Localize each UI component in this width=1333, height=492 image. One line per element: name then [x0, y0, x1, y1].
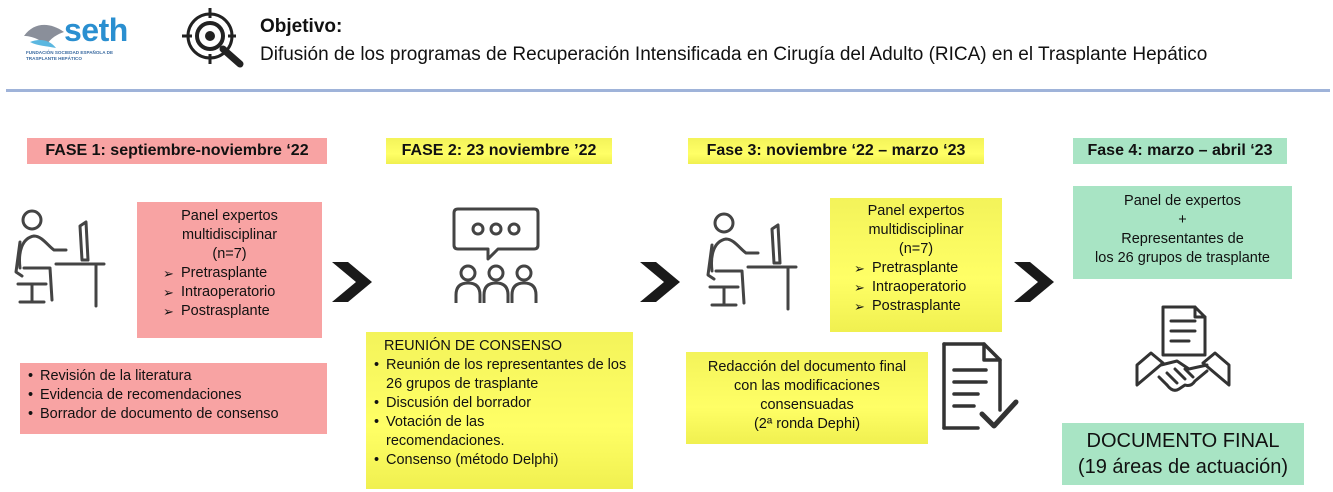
panel-item: ➢ Postrasplante	[852, 297, 1002, 316]
chevron-right-icon	[640, 262, 682, 302]
panel-title-line2: multidisciplinar	[868, 222, 964, 238]
chevron-right-icon	[332, 262, 374, 302]
phase4-panel	[1073, 186, 1292, 279]
task-item: • Evidencia de recomendaciones	[26, 386, 321, 405]
final-doc-line: Redacción del documento final	[707, 359, 907, 375]
phase3-expert-panel	[830, 198, 1002, 332]
chevron-right-icon	[1014, 262, 1056, 302]
person-at-computer-icon	[702, 205, 798, 313]
objective-label: Objetivo:	[260, 16, 343, 37]
panel-n: (n=7)	[212, 246, 247, 262]
panel-line: +	[1178, 212, 1187, 228]
phase1-title: FASE 1: septiembre-noviembre ‘22	[27, 138, 327, 164]
panel-title-line1: Panel expertos	[867, 203, 965, 219]
logo-wordmark: seth	[64, 12, 128, 48]
logo-subtext: FUNDACIÓN SOCIEDAD ESPAÑOLA DE TRASPLANTE HEPÁTICO	[26, 50, 114, 61]
panel-title-line1: Panel expertos	[181, 208, 278, 224]
handshake-document-icon	[1133, 303, 1233, 403]
group-discussion-icon	[448, 205, 544, 309]
panel-line: Representantes de	[1121, 231, 1244, 247]
consensus-meeting-box	[366, 332, 633, 489]
final-doc-line: (2ª ronda Dephi)	[753, 416, 861, 432]
meeting-item: • Reunión de los representantes de los 26 grupos de trasplante	[372, 356, 627, 394]
panel-item: ➢ Intraoperatorio	[852, 278, 1002, 297]
seth-logo	[20, 14, 140, 66]
phase1-expert-panel	[137, 202, 322, 338]
result-line2: (19 áreas de actuación)	[1077, 456, 1289, 478]
person-at-computer-icon	[10, 202, 106, 310]
final-doc-line: con las modificaciones	[734, 378, 880, 394]
phase1-tasks	[20, 363, 327, 434]
panel-item: ➢ Pretrasplante	[161, 264, 322, 283]
target-search-icon	[180, 6, 246, 68]
final-doc-line: consensuadas	[760, 397, 854, 413]
final-document-result	[1062, 423, 1304, 485]
meeting-title: REUNIÓN DE CONSENSO	[384, 338, 563, 354]
header-divider	[6, 89, 1330, 92]
panel-title-line2: multidisciplinar	[181, 227, 278, 243]
objective-text: Difusión de los programas de Recuperación Intensificada en Cirugía del Adulto (RICA) en el Trasplante Hepático	[260, 44, 1208, 65]
document-check-icon	[938, 340, 1022, 436]
phase3-title: Fase 3: noviembre ‘22 – marzo ‘23	[688, 138, 984, 164]
panel-n: (n=7)	[898, 241, 934, 257]
panel-line: los 26 grupos de trasplante	[1095, 250, 1270, 266]
panel-item: ➢ Postrasplante	[161, 302, 322, 321]
final-draft-box	[686, 352, 928, 444]
panel-item: ➢ Pretrasplante	[852, 259, 1002, 278]
phase2-title: FASE 2: 23 noviembre ’22	[386, 138, 612, 164]
meeting-item: • Votación de las recomendaciones.	[372, 413, 516, 451]
result-line1: DOCUMENTO FINAL	[1086, 430, 1280, 452]
meeting-item: • Consenso (método Delphi)	[372, 451, 627, 470]
panel-line: Panel de expertos	[1124, 193, 1241, 209]
task-item: • Borrador de documento de consenso	[26, 405, 321, 424]
phase4-title: Fase 4: marzo – abril ‘23	[1073, 138, 1287, 164]
panel-item: ➢ Intraoperatorio	[161, 283, 322, 302]
task-item: • Revisión de la literatura	[26, 367, 321, 386]
meeting-item: • Discusión del borrador	[372, 394, 627, 413]
